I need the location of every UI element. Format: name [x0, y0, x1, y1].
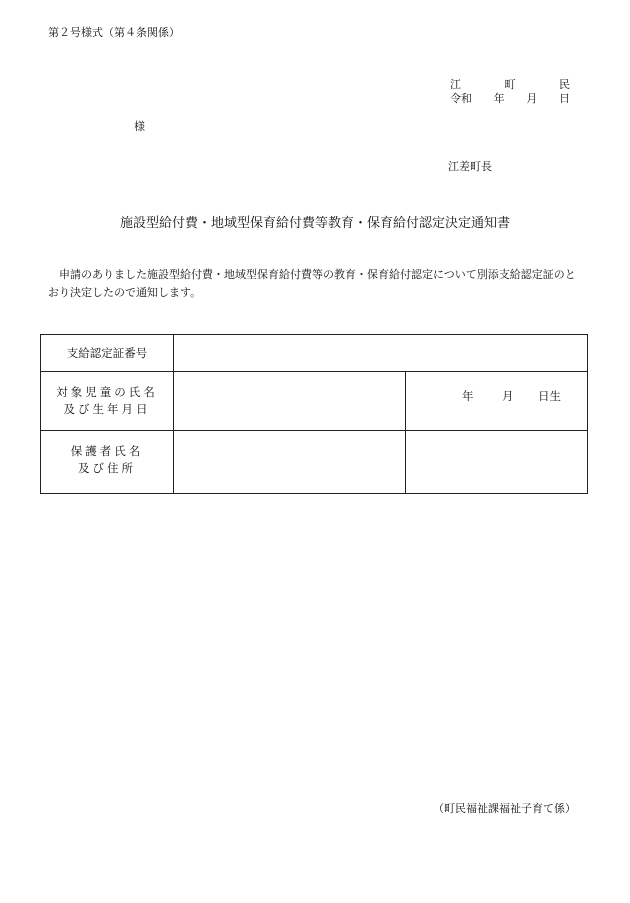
cert-number-label: [41, 335, 173, 371]
birth-date-label-text: 及び生年月日: [63, 402, 151, 416]
cert-number-field[interactable]: [174, 335, 587, 371]
year-label: 年: [493, 92, 505, 105]
issue-date-line: [450, 92, 570, 106]
day-label: 日: [558, 92, 570, 105]
recipient-block: [450, 78, 570, 106]
guardian-name-label-text: 保護者氏名: [70, 444, 144, 458]
guardian-address-field[interactable]: [406, 431, 587, 493]
department-note: （町民福祉課福祉子育て係）: [433, 802, 576, 815]
guardian-name-address-label: [41, 431, 173, 493]
birth-month-label: 月: [502, 389, 514, 403]
guardian-address-label-text: 及び住所: [78, 461, 136, 475]
address-char: 町: [504, 78, 516, 91]
document-body-text: 申請のありました施設型給付費・地域型保育給付費等の教育・保育給付認定について別添支給認定証のとおり決定したので通知します。: [48, 268, 576, 299]
child-name-label-text: 対象児童の氏名: [56, 385, 158, 399]
birth-day-label: 日生: [538, 389, 561, 403]
guardian-name-field[interactable]: [174, 431, 405, 493]
birth-date-field[interactable]: [406, 372, 587, 430]
month-label: 月: [526, 92, 538, 105]
cert-number-label-text: 支給認定証番号: [66, 345, 148, 360]
recipient-honorific: 様: [134, 120, 145, 133]
child-name-birth-label: [41, 372, 173, 430]
document-body: [48, 266, 584, 302]
document-title: 施設型給付費・地域型保育給付費等教育・保育給付認定決定通知書: [119, 216, 510, 231]
era-label: 令和: [450, 92, 472, 105]
certification-table: [40, 334, 588, 494]
form-number: 第２号様式（第４条関係）: [48, 26, 180, 39]
recipient-address-line: [450, 78, 570, 92]
issuer-name: 江差町長: [448, 160, 492, 173]
birth-year-label: 年: [462, 389, 474, 403]
child-name-field[interactable]: [174, 372, 405, 430]
address-char: 民: [559, 78, 570, 91]
address-char: 江: [450, 78, 461, 91]
